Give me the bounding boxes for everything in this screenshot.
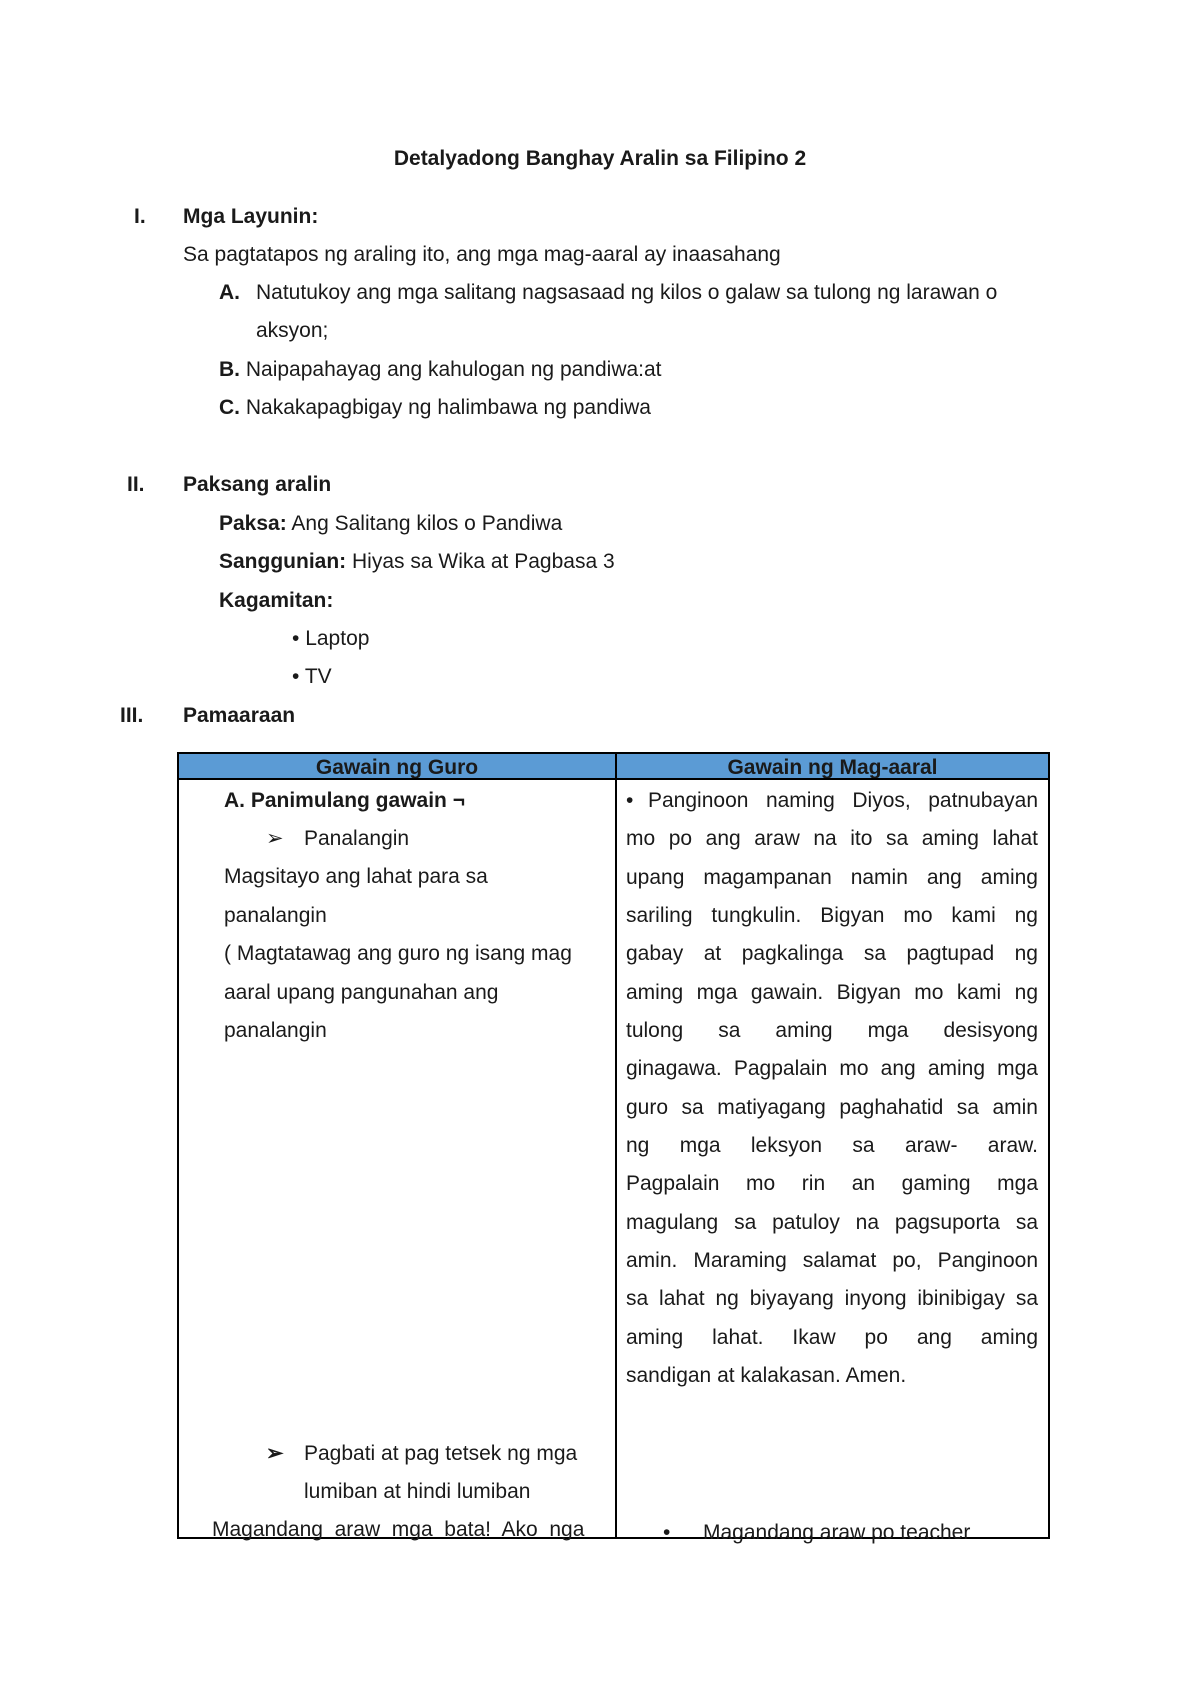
student-prayer-line: Panginoon naming Diyos, patnubayan <box>648 789 1038 812</box>
student-prayer-line: gabay at pagkalinga sa pagtupad ng <box>626 942 1038 965</box>
header-student-activity: Gawain ng Mag-aaral <box>727 756 938 778</box>
section-numeral-objectives: I. <box>134 205 146 228</box>
reference-row <box>219 551 615 572</box>
materials-label: Kagamitan: <box>219 589 334 612</box>
topic-value: Ang Salitang kilos o Pandiwa <box>291 512 563 535</box>
teacher-prayer-text-line: Magsitayo ang lahat para sa <box>224 865 488 888</box>
student-prayer-line: guro sa matiyagang paghahatid sa amin <box>626 1096 1038 1119</box>
material-laptop: Laptop <box>305 627 370 650</box>
bullet-icon: • <box>663 1521 671 1544</box>
material-item <box>292 628 369 649</box>
student-prayer-line: upang magampanan namin ang aming <box>626 866 1038 889</box>
teacher-greeting-text: Magandang araw mga bata! Ako nga <box>212 1518 585 1541</box>
objectives-heading: Mga Layunin: <box>183 205 319 228</box>
lesson-procedure-table <box>177 752 1050 1544</box>
bullet-icon: • <box>292 627 300 650</box>
material-item <box>292 666 332 687</box>
teacher-prayer-text-line: panalangin <box>224 904 327 927</box>
column-divider <box>615 754 617 1537</box>
teacher-item-greeting-line: Pagbati at pag tetsek ng mga <box>304 1442 578 1465</box>
objective-letter-b: B. <box>219 358 240 381</box>
objectives-intro: Sa pagtatapos ng araling ito, ang mga mag-aaral ay inaasahang <box>183 243 781 266</box>
section-numeral-procedure: III. <box>120 704 144 727</box>
arrow-bullet-icon: ➢ <box>266 1442 284 1465</box>
reference-label: Sanggunian: <box>219 550 347 573</box>
student-prayer-line: tulong sa aming mga desisyong <box>626 1019 1038 1042</box>
material-tv: TV <box>304 665 332 688</box>
student-prayer-line: amin. Maraming salamat po, Panginoon <box>626 1249 1038 1272</box>
document-title: Detalyadong Banghay Aralin sa Filipino 2 <box>393 147 807 170</box>
teacher-prayer-text-line: panalangin <box>224 1019 327 1042</box>
topic-label: Paksa: <box>219 512 287 535</box>
student-prayer-line: Pagpalain mo rin an gaming mga <box>626 1172 1038 1195</box>
teacher-section-label: A. Panimulang gawain ¬ <box>224 789 465 812</box>
objective-letter-c: C. <box>219 396 240 419</box>
procedure-heading: Pamaaraan <box>183 704 296 727</box>
student-prayer-line: aming lahat. Ikaw po ang aming <box>626 1326 1038 1349</box>
objective-a-line-2: aksyon; <box>256 319 329 342</box>
objective-c <box>219 397 651 418</box>
student-prayer-line: magulang sa patuloy na pagsuporta sa <box>626 1211 1038 1234</box>
subject-heading: Paksang aralin <box>183 473 332 496</box>
teacher-prayer-text-line: ( Magtatawag ang guro ng isang mag <box>224 942 572 965</box>
objective-a-line-1: Natutukoy ang mga salitang nagsasaad ng kilos o galaw sa tulong ng larawan o <box>256 281 998 304</box>
student-prayer-line: aming mga gawain. Bigyan mo kami ng <box>626 981 1038 1004</box>
objective-b <box>219 359 662 380</box>
section-numeral-subject: II. <box>127 473 145 496</box>
bullet-icon: • <box>626 789 634 812</box>
objective-c-text: Nakakapagbigay ng halimbawa ng pandiwa <box>245 396 651 419</box>
student-greeting-reply: Magandang araw po teacher <box>703 1521 971 1544</box>
bullet-icon: • <box>292 665 300 688</box>
student-prayer-line: sa lahat ng biyayang inyong ibinibigay sa <box>626 1287 1038 1310</box>
teacher-prayer-text-line: aaral upang pangunahan ang <box>224 981 499 1004</box>
student-prayer-line: ginagawa. Pagpalain mo ang aming mga <box>626 1057 1038 1080</box>
student-prayer-line: sandigan at kalakasan. Amen. <box>626 1364 907 1387</box>
table-header-row <box>179 754 1048 780</box>
student-prayer-line: sariling tungkulin. Bigyan mo kami ng <box>626 904 1038 927</box>
teacher-item-prayer: Panalangin <box>304 827 410 850</box>
objective-letter-a: A. <box>219 281 240 304</box>
topic-row <box>219 513 562 534</box>
objective-b-text: Naipapahayag ang kahulogan ng pandiwa:at <box>245 358 662 381</box>
header-teacher-activity: Gawain ng Guro <box>315 756 479 778</box>
arrow-bullet-icon: ➢ <box>266 827 284 850</box>
student-prayer-line: ng mga leksyon sa araw- araw. <box>626 1134 1038 1157</box>
student-prayer-line: mo po ang araw na ito sa aming lahat <box>626 827 1038 850</box>
teacher-item-greeting-line: lumiban at hindi lumiban <box>304 1480 531 1503</box>
reference-value: Hiyas sa Wika at Pagbasa 3 <box>352 550 615 573</box>
